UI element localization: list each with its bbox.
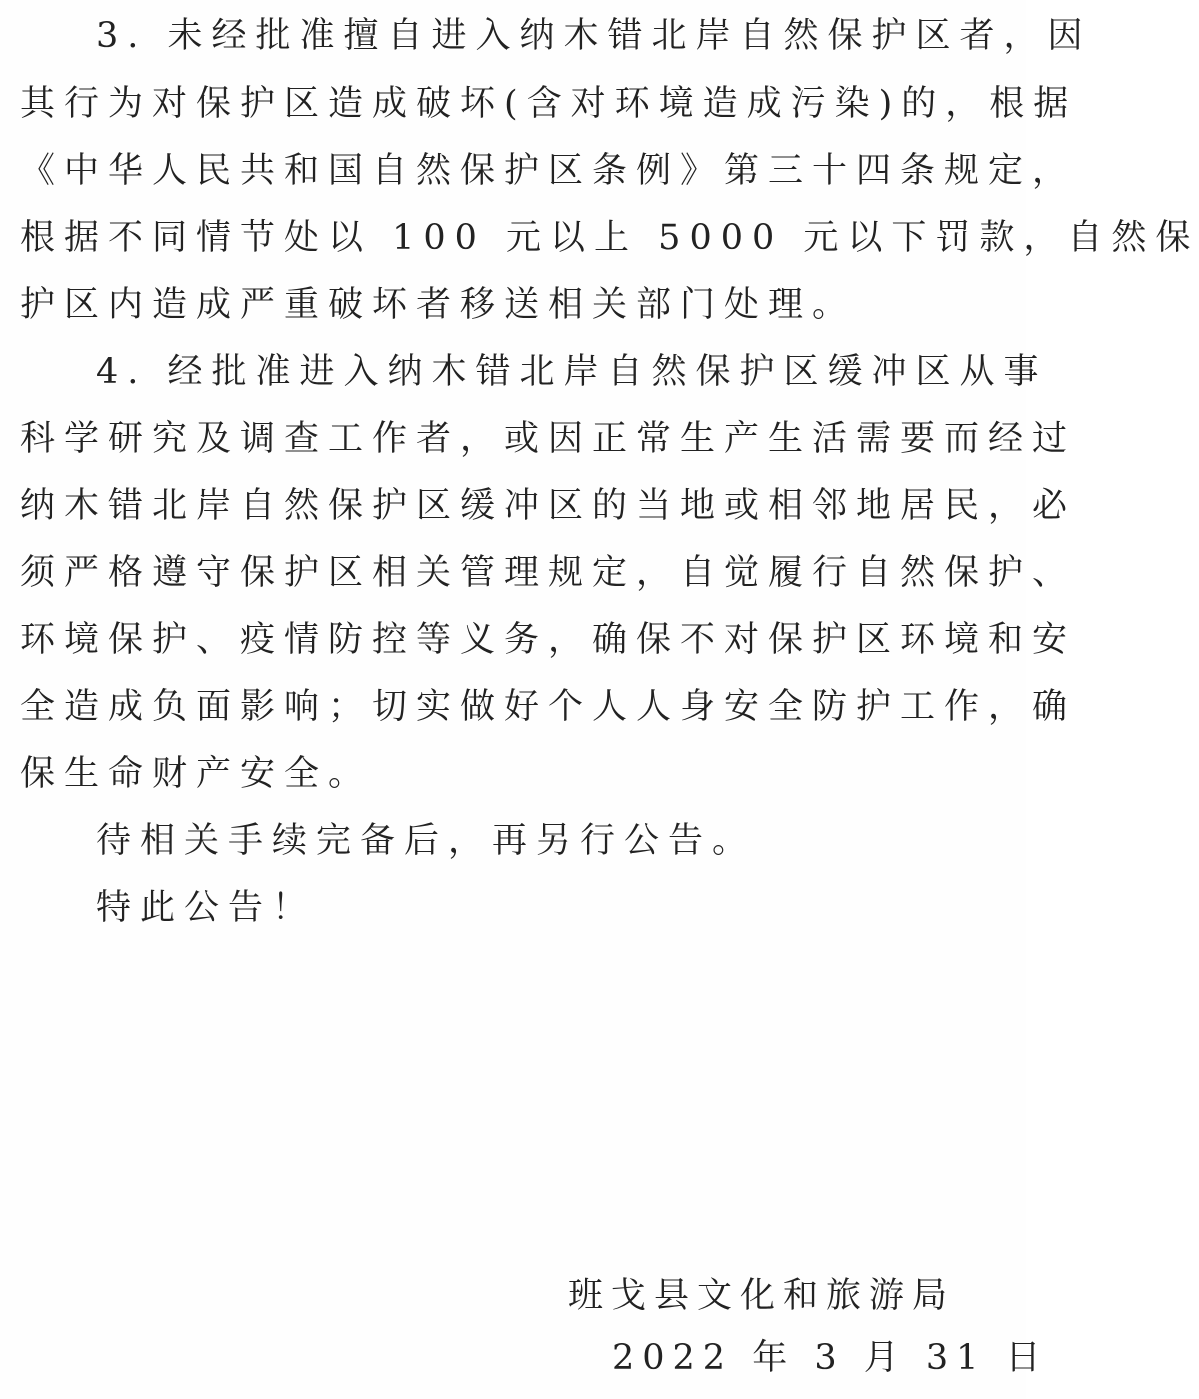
closing-statement: 特此公告！ [96, 888, 317, 928]
paragraph-3-line-4: 根据不同情节处以 100 元以上 5000 元以下罚款，自然保 [20, 218, 1199, 258]
paragraph-4-line-6: 全造成负面影响；切实做好个人人身安全防护工作，确 [20, 687, 1077, 727]
issue-date: 2022 年 3 月 31 日 [612, 1338, 1049, 1378]
paragraph-4-line-3: 纳木错北岸自然保护区缓冲区的当地或相邻地居民，必 [20, 486, 1077, 526]
paragraph-4-line-4: 须严格遵守保护区相关管理规定，自觉履行自然保护、 [20, 553, 1077, 593]
paragraph-3-line-5: 护区内造成严重破坏者移送相关部门处理。 [20, 285, 857, 325]
paragraph-3-line-2: 其行为对保护区造成破坏(含对环境造成污染)的，根据 [20, 84, 1078, 124]
paragraph-4-line-1: 4. 经批准进入纳木错北岸自然保护区缓冲区从事 [96, 352, 1048, 392]
issuing-organization: 班戈县文化和旅游局 [568, 1276, 956, 1316]
paragraph-4-line-5: 环境保护、疫情防控等义务，确保不对保护区环境和安 [20, 620, 1077, 660]
paragraph-3-line-3: 《中华人民共和国自然保护区条例》第三十四条规定， [20, 151, 1077, 191]
paragraph-3-line-1: 3. 未经批准擅自进入纳木错北岸自然保护区者，因 [96, 16, 1092, 56]
paragraph-4-line-7: 保生命财产安全。 [20, 754, 373, 794]
follow-up-notice: 待相关手续完备后，再另行公告。 [96, 821, 757, 861]
paragraph-4-line-2: 科学研究及调查工作者，或因正常生产生活需要而经过 [20, 419, 1077, 459]
